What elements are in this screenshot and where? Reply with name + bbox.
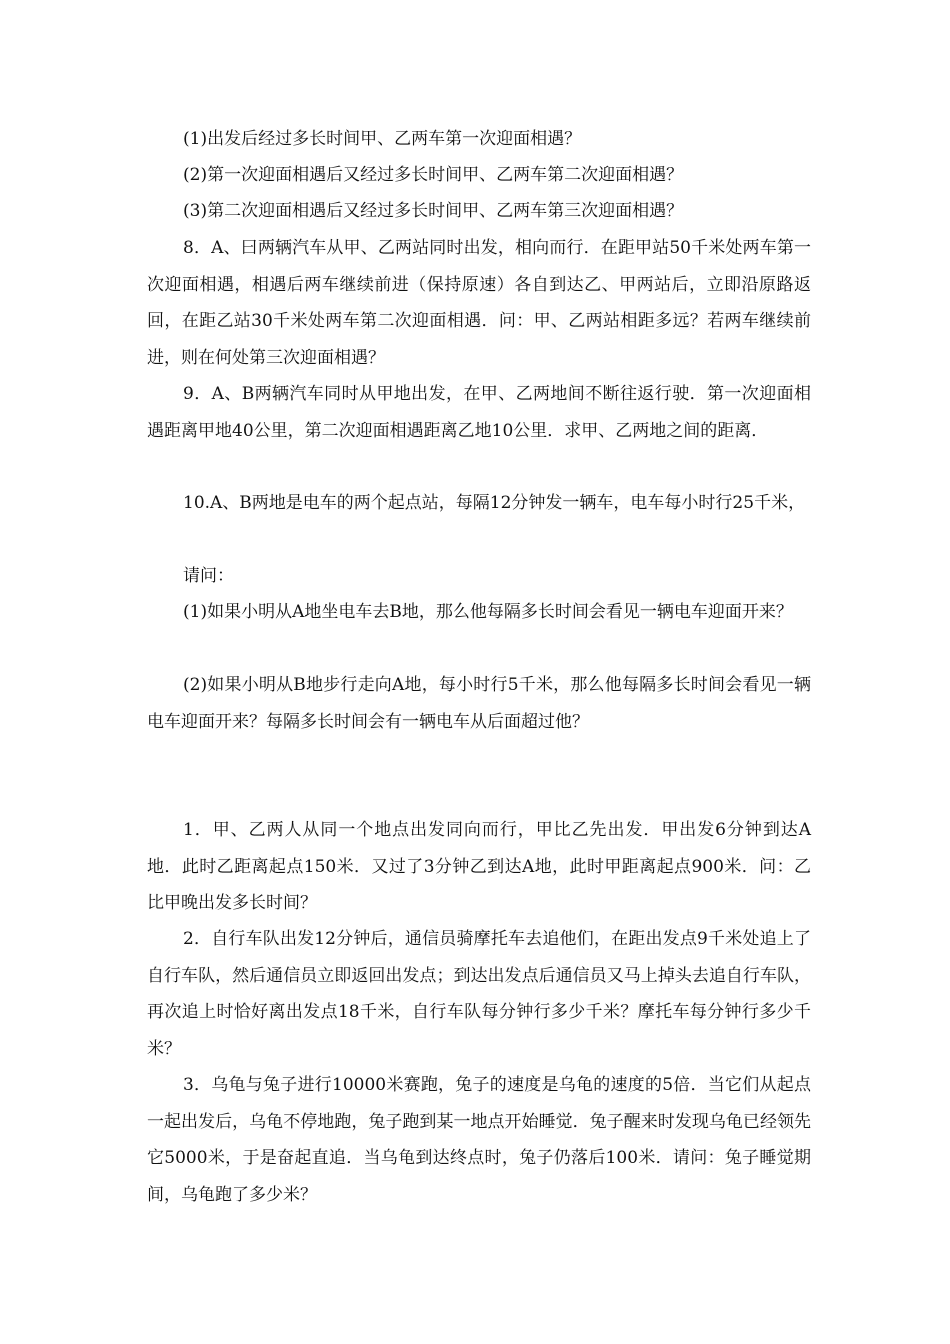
question-10-part-1: (1)如果小明从A地坐电车去B地，那么他每隔多长时间会看见一辆电车迎面开来？ bbox=[183, 602, 793, 622]
question-7-part-1: (1)出发后经过多长时间甲、乙两车第一次迎面相遇？ bbox=[183, 129, 582, 149]
question-10: 10.A、B两地是电车的两个起点站，每隔12分钟发一辆车，电车每小时行25千米， bbox=[183, 493, 806, 513]
exercise-2: 2．自行车队出发12分钟后，通信员骑摩托车去追他们，在距出发点9千米处追上了自行车队，然后通信员立即返回出发点；到达出发点后通信员又马上掉头去追自行车队，再次追上时恰好离出发点18千米，自行车队每分钟行多少千米？摩托车每分钟行多少千米？ bbox=[147, 929, 811, 1059]
exercise-1: 1．甲、乙两人从同一个地点出发同向而行，甲比乙先出发．甲出发6分钟到达A地．此时乙距离起点150米．又过了3分钟乙到达A地，此时甲距离起点900米．问：乙比甲晚出发多长时间？ bbox=[147, 820, 811, 913]
question-10-part-2: (2)如果小明从B地步行走向A地，每小时行5千米，那么他每隔多长时间会看见一辆电车迎面开来？每隔多长时间会有一辆电车从后面超过他？ bbox=[147, 675, 811, 732]
question-7-part-3: (3)第二次迎面相遇后又经过多长时间甲、乙两车第三次迎面相遇？ bbox=[183, 201, 684, 221]
exercise-3: 3．乌龟与兔子进行10000米赛跑，兔子的速度是乌龟的速度的5倍．当它们从起点一起出发后，乌龟不停地跑，兔子跑到某一地点开始睡觉．兔子醒来时发现乌龟已经领先它5000米，于是奋起直追．当乌龟到达终点时，兔子仍落后100米．请问：兔子睡觉期间，乌龟跑了多少米？ bbox=[147, 1075, 811, 1205]
question-10-ask: 请问： bbox=[183, 566, 234, 586]
question-8: 8．A、曰两辆汽车从甲、乙两站同时出发，相向而行．在距甲站50千米处两车第一次迎面相遇，相遇后两车继续前进（保持原速）各自到达乙、甲两站后，立即沿原路返回，在距乙站30千米处两车第二次迎面相遇．问：甲、乙两站相距多远？若两车继续前进，则在何处第三次迎面相遇？ bbox=[147, 238, 811, 368]
question-9: 9．A、B两辆汽车同时从甲地出发，在甲、乙两地间不断往返行驶．第一次迎面相遇距离甲地40公里，第二次迎面相遇距离乙地10公里．求甲、乙两地之间的距离． bbox=[147, 384, 811, 441]
question-7-part-2: (2)第一次迎面相遇后又经过多长时间甲、乙两车第二次迎面相遇？ bbox=[183, 165, 684, 185]
